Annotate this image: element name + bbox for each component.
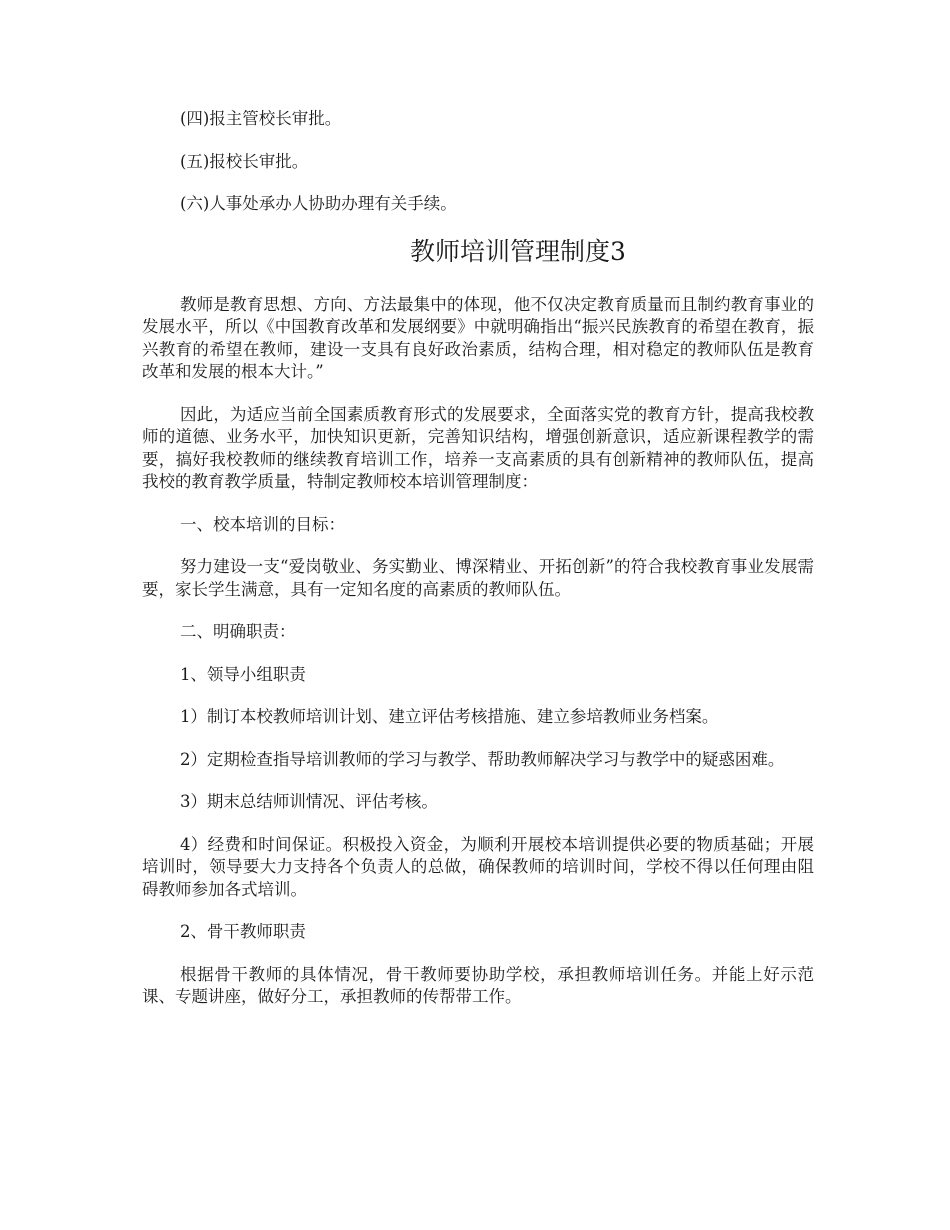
- paragraph: 根据骨干教师的具体情况，骨干教师要协助学校，承担教师培训任务。并能上好示范课、专题讲座，做好分工，承担教师的传帮带工作。: [142, 964, 814, 1006]
- subsection-heading: 1、领导小组职责: [179, 664, 306, 684]
- paragraph: 教师是教育思想、方向、方法最集中的体现，他不仅决定教育质量而且制约教育事业的发展水平，所以《中国教育改革和发展纲要》中就明确指出“振兴民族教育的希望在教育，振兴教育的希望在教师，建设一支具有良好政治素质，结构合理，相对稳定的教师队伍是教育改革和发展的根本大计。”: [142, 294, 814, 381]
- list-item: 2）定期检查指导培训教师的学习与教学、帮助教师解决学习与教学中的疑惑困难。: [179, 749, 785, 769]
- text-line: (六)人事处承办人协助办理有关手续。: [179, 194, 457, 213]
- section-heading: 二、明确职责：: [179, 622, 296, 641]
- document-page: [142, 108, 814, 1029]
- list-item: 1）制订本校教师培训计划、建立评估考核措施、建立参培教师业务档案。: [179, 707, 719, 726]
- paragraph: 努力建设一支“爱岗敬业、务实勤业、博深精业、开拓创新”的符合我校教育事业发展需要，家长学生满意，具有一定知名度的高素质的教师队伍。: [142, 557, 814, 599]
- list-item: 3）期末总结师训情况、评估考核。: [179, 792, 438, 811]
- text-line: (四)报主管校长审批。: [179, 109, 342, 128]
- text-line: (五)报校长审批。: [179, 151, 309, 171]
- document-title: 教师培训管理制度3: [410, 236, 626, 266]
- section-heading: 一、校本培训的目标：: [179, 514, 345, 534]
- paragraph: 因此，为适应当前全国素质教育形式的发展要求，全面落实党的教育方针，提高我校教师的道德、业务水平，加快知识更新，完善知识结构，增强创新意识，适应新课程教学的需要，搞好我校教师的继续教育培训工作，培养一支高素质的具有创新精神的教师队伍，提高我校的教育教学质量，特制定教师校本培训管理制度：: [142, 404, 814, 491]
- subsection-heading: 2、骨干教师职责: [179, 922, 306, 941]
- list-item: 4）经费和时间保证。积极投入资金，为顺利开展校本培训提供必要的物质基础；开展培训时，领导要大力支持各个负责人的总做，确保教师的培训时间，学校不得以任何理由阻碍教师参加各式培训。: [142, 834, 814, 899]
